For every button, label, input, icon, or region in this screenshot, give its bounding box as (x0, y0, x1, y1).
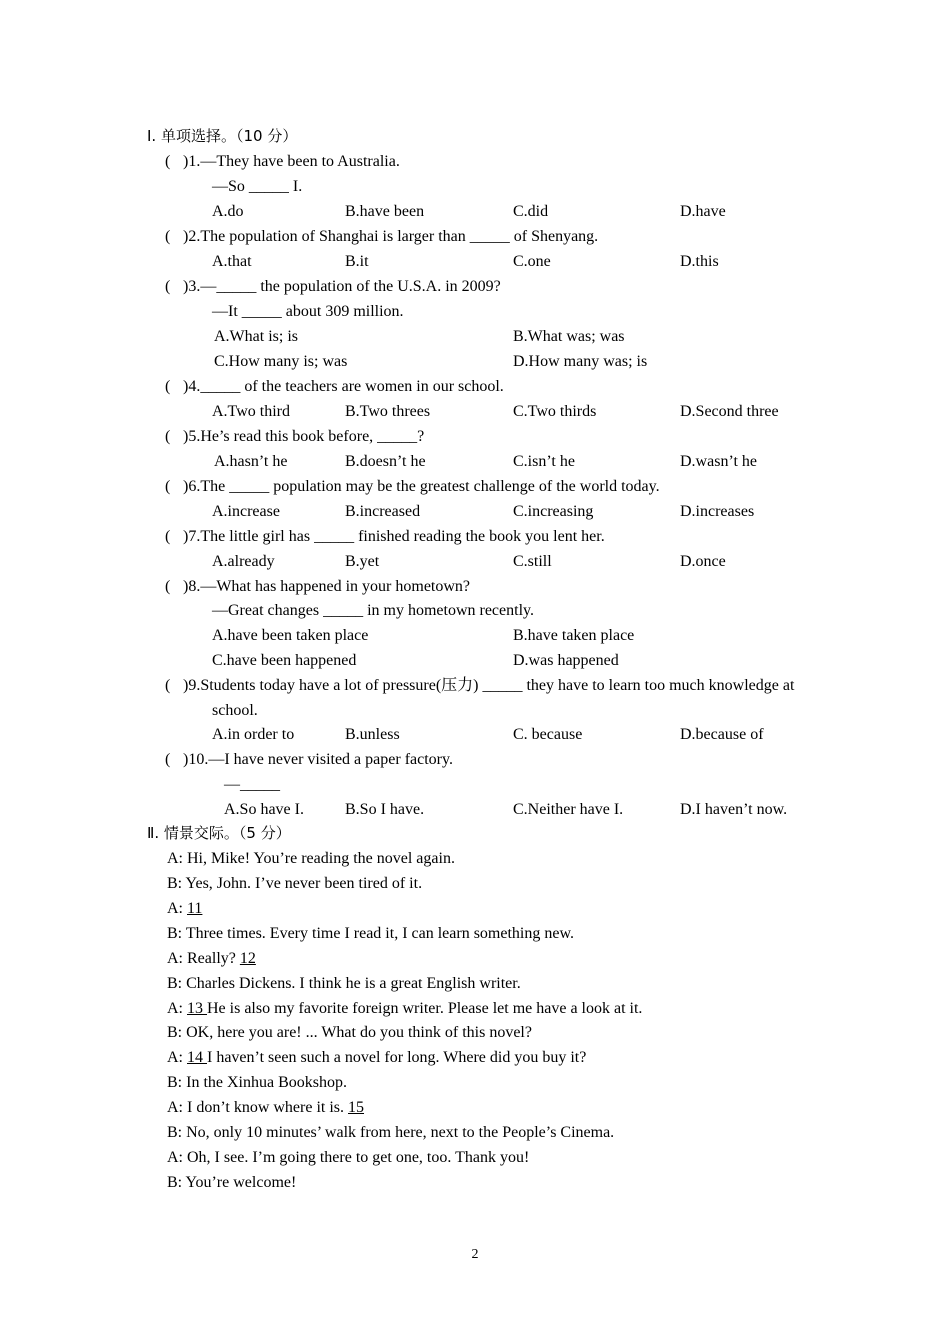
option-c: C.isn’t he (513, 453, 575, 470)
question-stem: )3.—_____ the population of the U.S.A. in 2009? (183, 278, 501, 295)
option-d: D.How many was; is (513, 353, 648, 370)
question-8 (165, 574, 470, 599)
answer-paren: ( (165, 478, 171, 495)
option-a: A.What is; is (214, 328, 298, 345)
answer-paren: ( (165, 278, 171, 295)
dialogue-line: B: In the Xinhua Bookshop. (167, 1074, 347, 1091)
answer-paren: ( (165, 528, 171, 545)
blank-14: 14 (187, 1049, 207, 1066)
question-stem: )7.The little girl has _____ finished reading the book you lent her. (183, 528, 605, 545)
blank-12: 12 (239, 950, 256, 967)
question-stem: )5.He’s read this book before, _____? (183, 428, 425, 445)
dialogue-line (167, 996, 642, 1021)
option-c: C.have been happened (212, 652, 357, 669)
option-d: D.this (680, 253, 719, 270)
dialogue-text: A: (167, 900, 187, 917)
dialogue-line: A: Hi, Mike! You’re reading the novel again. (167, 850, 455, 867)
question-stem: )10.—I have never visited a paper factory. (183, 751, 453, 768)
option-d: D.because of (680, 726, 764, 743)
question-8-sub: —Great changes _____ in my hometown recently. (212, 602, 534, 619)
option-d: D.increases (680, 503, 755, 520)
dialogue-line: B: Charles Dickens. I think he is a great English writer. (167, 975, 521, 992)
option-d: D.I haven’t now. (680, 801, 788, 818)
option-b: B.unless (345, 726, 400, 743)
question-4-options (0, 399, 950, 424)
option-c: C.still (513, 553, 552, 570)
option-c: C.increasing (513, 503, 594, 520)
option-b: B.yet (345, 553, 380, 570)
option-d: D.Second three (680, 403, 779, 420)
option-c: C.did (513, 203, 549, 220)
dialogue-line: B: No, only 10 minutes’ walk from here, next to the People’s Cinema. (167, 1124, 615, 1141)
option-a: A.Two third (212, 403, 290, 420)
question-5 (165, 424, 424, 449)
question-1 (165, 149, 400, 174)
option-b: B.it (345, 253, 369, 270)
option-d: D.wasn’t he (680, 453, 758, 470)
dialogue-line (167, 896, 202, 921)
answer-paren: ( (165, 751, 171, 768)
dialogue-line: B: Three times. Every time I read it, I can learn something new. (167, 925, 574, 942)
option-b: B.So I have. (345, 801, 425, 818)
option-a: A.already (212, 553, 275, 570)
question-10-sub: —_____ (224, 776, 280, 793)
dialogue-text-after: He is also my favorite foreign writer. Please let me have a look at it. (207, 1000, 643, 1017)
question-2 (165, 224, 598, 249)
question-4 (165, 374, 504, 399)
option-a: A.that (212, 253, 252, 270)
option-b: B.Two threes (345, 403, 431, 420)
question-5-options (0, 449, 950, 474)
answer-paren: ( (165, 378, 171, 395)
question-9 (165, 673, 794, 698)
option-c: C.Two thirds (513, 403, 597, 420)
question-3-options-row1 (0, 324, 950, 349)
option-d: D.have (680, 203, 726, 220)
option-c: C.one (513, 253, 551, 270)
option-a: A.have been taken place (212, 627, 369, 644)
question-stem: )8.—What has happened in your hometown? (183, 578, 471, 595)
question-7-options (0, 549, 950, 574)
question-1-sub: —So _____ I. (212, 178, 303, 195)
question-3-sub: —It _____ about 309 million. (212, 303, 404, 320)
option-b: B.increased (345, 503, 421, 520)
option-b: B.doesn’t he (345, 453, 426, 470)
dialogue-line (167, 1095, 364, 1120)
question-stem: )1.—They have been to Australia. (183, 153, 400, 170)
blank-11: 11 (187, 900, 203, 917)
dialogue-text: A: I don’t know where it is. (167, 1099, 349, 1116)
question-6 (165, 474, 660, 499)
question-8-options-row2 (0, 648, 950, 673)
dialogue-line (167, 1045, 586, 1070)
dialogue-line: A: Oh, I see. I’m going there to get one, too. Thank you! (167, 1149, 530, 1166)
answer-paren: ( (165, 153, 171, 170)
option-a: A.So have I. (224, 801, 304, 818)
option-d: D.was happened (513, 652, 619, 669)
option-a: A.do (212, 203, 244, 220)
question-6-options (0, 499, 950, 524)
question-10 (165, 747, 453, 772)
answer-paren: ( (165, 677, 171, 694)
question-9-continuation: school. (212, 702, 258, 719)
question-2-options (0, 249, 950, 274)
option-a: A.increase (212, 503, 280, 520)
dialogue-line (167, 946, 256, 971)
question-8-options-row1 (0, 623, 950, 648)
dialogue-text-after: I haven’t seen such a novel for long. Where did you buy it? (207, 1049, 587, 1066)
question-9-options (0, 722, 950, 747)
option-b: B.have been (345, 203, 425, 220)
option-a: A.in order to (212, 726, 295, 743)
question-1-options (0, 199, 950, 224)
blank-13: 13 (187, 1000, 207, 1017)
question-3-options-row2 (0, 349, 950, 374)
answer-paren: ( (165, 228, 171, 245)
question-stem: )9.Students today have a lot of pressure(压力) _____ they have to learn too much knowledge at (183, 677, 795, 694)
dialogue-line: B: You’re welcome! (167, 1174, 297, 1191)
dialogue-line: B: Yes, John. I’ve never been tired of it. (167, 875, 423, 892)
dialogue-text: A: (167, 1000, 187, 1017)
dialogue-line: B: OK, here you are! ... What do you think of this novel? (167, 1024, 532, 1041)
question-stem: )2.The population of Shanghai is larger than _____ of Shenyang. (183, 228, 599, 245)
answer-paren: ( (165, 578, 171, 595)
option-c: C. because (513, 726, 583, 743)
blank-15: 15 (348, 1099, 365, 1116)
section-2-title: Ⅱ. 情景交际。（5 分） (147, 824, 291, 842)
dialogue-text: A: (167, 1049, 187, 1066)
section-1-title: Ⅰ. 单项选择。（10 分） (147, 127, 298, 145)
dialogue-text: A: Really? (167, 950, 240, 967)
answer-paren: ( (165, 428, 171, 445)
question-10-options (0, 797, 950, 822)
option-c: C.How many is; was (214, 353, 348, 370)
question-3 (165, 274, 501, 299)
question-stem: )6.The _____ population may be the greatest challenge of the world today. (183, 478, 660, 495)
question-stem: )4._____ of the teachers are women in our school. (183, 378, 504, 395)
option-a: A.hasn’t he (214, 453, 288, 470)
page-number: 2 (471, 1247, 479, 1262)
option-c: C.Neither have I. (513, 801, 624, 818)
option-b: B.What was; was (513, 328, 625, 345)
option-b: B.have taken place (513, 627, 635, 644)
option-d: D.once (680, 553, 726, 570)
question-7 (165, 524, 605, 549)
